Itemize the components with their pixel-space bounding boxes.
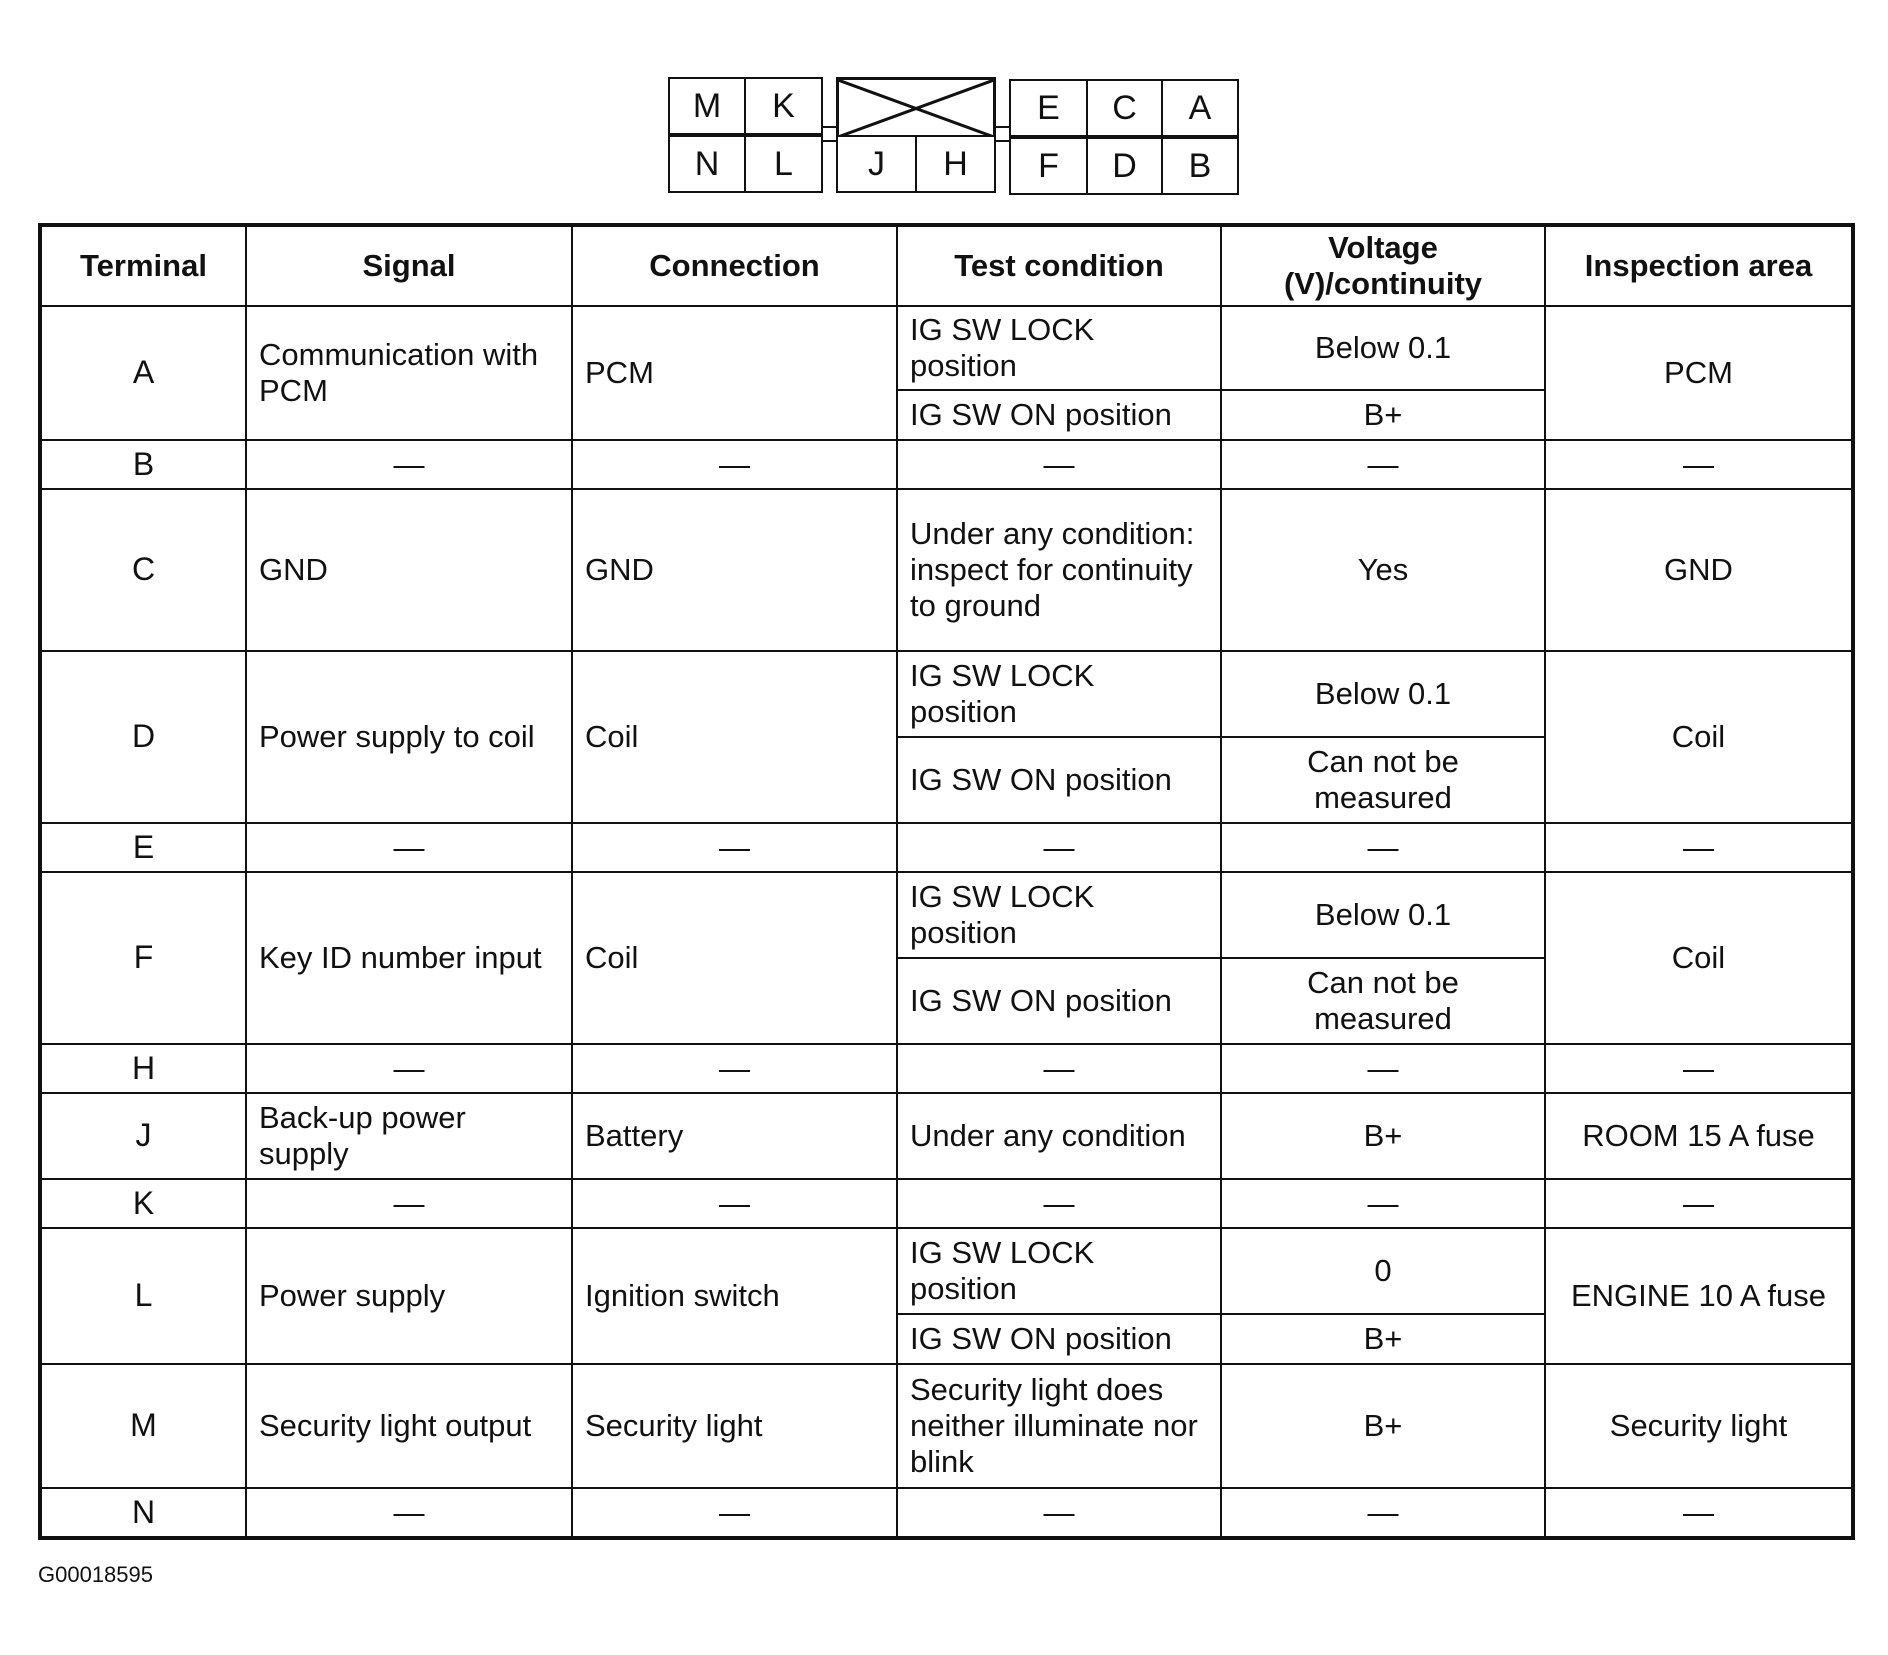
connection-cell: Security light xyxy=(572,1364,897,1488)
table-row xyxy=(40,1179,1853,1228)
connection-cell: Coil xyxy=(572,651,897,823)
table-row xyxy=(40,651,1853,737)
voltage-cell: Can not be measured xyxy=(1221,958,1545,1044)
test-condition-cell: — xyxy=(897,1179,1221,1228)
terminal-cell: J xyxy=(40,1093,246,1179)
voltage-cell: B+ xyxy=(1221,1364,1545,1488)
voltage-cell: — xyxy=(1221,823,1545,872)
signal-cell: — xyxy=(246,1179,572,1228)
terminal-cell: B xyxy=(40,440,246,489)
connection-cell: — xyxy=(572,1044,897,1093)
voltage-cell: Yes xyxy=(1221,489,1545,651)
pin-cell: E xyxy=(1009,79,1088,137)
header-inspection-area: Inspection area xyxy=(1545,225,1853,306)
connector-diagram xyxy=(668,77,1241,196)
table-row xyxy=(40,823,1853,872)
inspection-area-cell: Coil xyxy=(1545,651,1853,823)
test-condition-cell: IG SW ON position xyxy=(897,737,1221,823)
table-header-row xyxy=(40,225,1853,306)
header-terminal: Terminal xyxy=(40,225,246,306)
connection-cell: Ignition switch xyxy=(572,1228,897,1364)
test-condition-cell: IG SW LOCK position xyxy=(897,872,1221,958)
test-condition-cell: Under any condition: inspect for continuity to ground xyxy=(897,489,1221,651)
signal-cell: GND xyxy=(246,489,572,651)
inspection-area-cell: — xyxy=(1545,1044,1853,1093)
voltage-cell: Below 0.1 xyxy=(1221,306,1545,390)
terminal-cell: K xyxy=(40,1179,246,1228)
inspection-area-cell: ENGINE 10 A fuse xyxy=(1545,1228,1853,1364)
inspection-area-cell: — xyxy=(1545,1488,1853,1538)
connection-cell: — xyxy=(572,823,897,872)
inspection-area-cell: Coil xyxy=(1545,872,1853,1044)
pin-cell: N xyxy=(668,135,746,193)
inspection-area-cell: GND xyxy=(1545,489,1853,651)
terminal-cell: E xyxy=(40,823,246,872)
pin-cell: K xyxy=(744,77,823,135)
table-row xyxy=(40,1044,1853,1093)
table-row xyxy=(40,872,1853,958)
inspection-area-cell: Security light xyxy=(1545,1364,1853,1488)
test-condition-cell: — xyxy=(897,440,1221,489)
test-condition-cell: — xyxy=(897,1044,1221,1093)
header-signal: Signal xyxy=(246,225,572,306)
table-row xyxy=(40,1093,1853,1179)
test-condition-cell: Under any condition xyxy=(897,1093,1221,1179)
voltage-cell: Below 0.1 xyxy=(1221,651,1545,737)
pin-cell: A xyxy=(1161,79,1239,137)
header-voltage-continuity: Voltage (V)/continuity xyxy=(1221,225,1545,306)
terminal-cell: H xyxy=(40,1044,246,1093)
table-row xyxy=(40,1488,1853,1538)
voltage-cell: Below 0.1 xyxy=(1221,872,1545,958)
connection-cell: — xyxy=(572,1488,897,1538)
test-condition-cell: IG SW ON position xyxy=(897,958,1221,1044)
terminal-cell: A xyxy=(40,306,246,440)
connection-cell: Coil xyxy=(572,872,897,1044)
connection-cell: GND xyxy=(572,489,897,651)
terminal-cell: M xyxy=(40,1364,246,1488)
signal-cell: — xyxy=(246,1044,572,1093)
signal-cell: Communication with PCM xyxy=(246,306,572,440)
voltage-cell: Can not be measured xyxy=(1221,737,1545,823)
signal-cell: — xyxy=(246,823,572,872)
pin-cell: J xyxy=(836,135,917,193)
blank-pin-cross xyxy=(838,80,994,137)
test-condition-cell: Security light does neither illuminate nor blink xyxy=(897,1364,1221,1488)
terminal-cell: C xyxy=(40,489,246,651)
voltage-cell: 0 xyxy=(1221,1228,1545,1314)
figure-id: G00018595 xyxy=(38,1562,153,1587)
connection-cell: — xyxy=(572,440,897,489)
table-row xyxy=(40,440,1853,489)
voltage-cell: B+ xyxy=(1221,390,1545,440)
voltage-cell: — xyxy=(1221,440,1545,489)
terminal-cell: L xyxy=(40,1228,246,1364)
signal-cell: Back-up power supply xyxy=(246,1093,572,1179)
pin-cell: H xyxy=(915,135,996,193)
test-condition-cell: IG SW LOCK position xyxy=(897,306,1221,390)
signal-cell: Security light output xyxy=(246,1364,572,1488)
voltage-cell: — xyxy=(1221,1488,1545,1538)
table-row xyxy=(40,306,1853,390)
test-condition-cell: IG SW ON position xyxy=(897,1314,1221,1364)
test-condition-cell: IG SW LOCK position xyxy=(897,1228,1221,1314)
voltage-cell: — xyxy=(1221,1044,1545,1093)
voltage-cell: B+ xyxy=(1221,1314,1545,1364)
table-row xyxy=(40,1228,1853,1314)
terminal-cell: N xyxy=(40,1488,246,1538)
pin-cell: F xyxy=(1009,137,1088,195)
pin-cell: C xyxy=(1086,79,1163,137)
signal-cell: — xyxy=(246,1488,572,1538)
connection-cell: — xyxy=(572,1179,897,1228)
connection-cell: Battery xyxy=(572,1093,897,1179)
header-test-condition: Test condition xyxy=(897,225,1221,306)
signal-cell: — xyxy=(246,440,572,489)
voltage-cell: — xyxy=(1221,1179,1545,1228)
test-condition-cell: — xyxy=(897,1488,1221,1538)
table-row xyxy=(40,1364,1853,1488)
inspection-area-cell: — xyxy=(1545,440,1853,489)
voltage-cell: B+ xyxy=(1221,1093,1545,1179)
terminal-inspection-table xyxy=(38,223,1855,1540)
signal-cell: Power supply xyxy=(246,1228,572,1364)
test-condition-cell: — xyxy=(897,823,1221,872)
inspection-area-cell: — xyxy=(1545,1179,1853,1228)
pin-cell: L xyxy=(744,135,823,193)
test-condition-cell: IG SW LOCK position xyxy=(897,651,1221,737)
signal-cell: Power supply to coil xyxy=(246,651,572,823)
terminal-cell: F xyxy=(40,872,246,1044)
inspection-area-cell: — xyxy=(1545,823,1853,872)
pin-cell: B xyxy=(1161,137,1239,195)
inspection-area-cell: PCM xyxy=(1545,306,1853,440)
terminal-cell: D xyxy=(40,651,246,823)
table-row xyxy=(40,489,1853,651)
pin-cell: D xyxy=(1086,137,1163,195)
connection-cell: PCM xyxy=(572,306,897,440)
header-connection: Connection xyxy=(572,225,897,306)
pin-cell: M xyxy=(668,77,746,135)
test-condition-cell: IG SW ON position xyxy=(897,390,1221,440)
signal-cell: Key ID number input xyxy=(246,872,572,1044)
inspection-area-cell: ROOM 15 A fuse xyxy=(1545,1093,1853,1179)
